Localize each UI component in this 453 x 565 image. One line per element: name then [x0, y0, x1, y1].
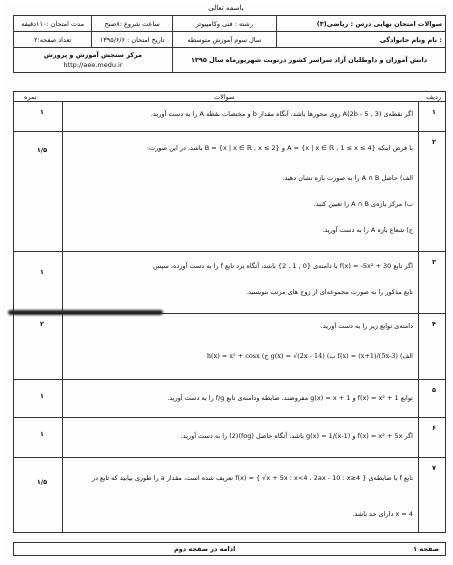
question-text-cont: تابع مذکور را به صورت مجموعه‌ای از زوج های مرتب بنویسید.	[246, 288, 413, 296]
question-number: ۷	[432, 464, 436, 472]
basmala: باسمه تعالی	[208, 4, 244, 12]
question-functions: الف) f(x) = (x+1)/(5x-3) ب) g(x) = √(2x - 14) ج) h(x) = x² + cosx	[206, 352, 413, 360]
question-score: ۲	[40, 320, 44, 328]
exam-title: سوالات امتحان نهایی درس : ریاضی(۳)	[276, 16, 445, 32]
question-3	[13, 252, 446, 314]
col-questions: سوالات	[214, 93, 235, 101]
question-1	[13, 102, 446, 132]
question-score: ۱	[40, 430, 44, 438]
grade: سال سوم آموزش متوسطه	[173, 32, 277, 48]
question-number: ۶	[432, 424, 436, 432]
exam-page	[3, 2, 449, 562]
exam-header	[13, 15, 446, 73]
question-text: با فرض اینکه A = {x | x ∈ ℝ , 1 ≤ x ≤ 4} و B = {x | x ∈ ℝ , x ≤ 2} باشد، در این صورت:	[146, 144, 413, 152]
question-5	[13, 380, 446, 418]
question-text: توابع f(x) = x² + 1 و g(x) = x + 1 مفروضند، ضابطه ودامنه‌ی تابع f/g را به دست آورید.	[167, 394, 413, 402]
question-6	[13, 418, 446, 458]
continue-note: ادامه در صفحه دوم	[174, 545, 236, 553]
organizer: دانش آموزان و داوطلبان آزاد سراسر کشور درنوبت شهریورماه سال ۱۳۹۵	[173, 48, 446, 73]
question-text: دامنه‌ی توابع زیر را به دست آورید.	[320, 322, 413, 330]
question-text: اگر f(x) = x² + 5x و g(x) = 1/(x-1) باشد، آنگاه حاصل (fog)(2) را به دست آورید.	[180, 432, 413, 440]
center-name: مرکز سنجش آموزش و پرورش	[43, 51, 143, 59]
page-count: تعداد صفحه:۲	[14, 32, 92, 48]
question-number: ۲	[432, 138, 436, 146]
col-row: ردیف	[426, 93, 441, 101]
center-block	[14, 48, 173, 73]
question-number: ۳	[432, 258, 436, 266]
exam-date: تاریخ امتحان : ۱۳۹۵/۶/۶	[92, 32, 173, 48]
question-text: اگر تابع f(x) = -5x² + 30 با دامنه‌ی {0 , 1 , 2} باشد، آنگاه برد تابع f را به دست آورده، سپس	[153, 262, 413, 270]
question-text: اگر نقطه‌ی A(2b - 5 , 3) روی محورها باشد، آنگاه مقدار b و مختصات نقطه A را به دست آورید.	[150, 110, 413, 118]
question-score: ۱	[40, 392, 44, 400]
question-score: ۱/۵	[36, 478, 48, 486]
student-name: نام ونام خانوادگی :	[276, 32, 445, 48]
duration: مدت امتحان :۱۱۰دقیقه	[14, 16, 92, 32]
question-text: تابع f با ضابطه‌ی f(x) = { √x + 5x : x<4 ، 2ax - 10 : x≥4 } تعریف شده است، مقدار a را طوری بیابید که تابع در	[91, 474, 413, 482]
field: رشته : فنی وکامپیوتر	[173, 16, 277, 32]
question-part-b: ب) مرکز بازه‌ی A ∩ B را تعیین کنید.	[313, 200, 413, 208]
column-headers	[13, 91, 446, 102]
col-score: نمره	[24, 93, 37, 101]
question-7	[13, 458, 446, 533]
question-number: ۱	[432, 108, 436, 116]
page-number: صفحه ۱	[413, 545, 439, 553]
question-score: ۱	[40, 108, 44, 116]
question-2	[13, 132, 446, 252]
question-part-c: ج) شعاع بازه A را به دست آورید.	[322, 226, 413, 234]
question-number: ۵	[432, 386, 436, 394]
question-text-cont: x = 4 دارای حد باشد.	[352, 510, 413, 518]
page-footer	[13, 542, 446, 556]
question-number: ۴	[432, 320, 436, 328]
question-score: ۱	[40, 268, 44, 276]
center-url: http://aee.medu.ir	[63, 61, 123, 69]
question-score: ۱/۵	[36, 146, 48, 154]
question-4	[13, 314, 446, 380]
start-time: ساعت شروع :۸صبح	[92, 16, 173, 32]
question-part-a: الف) حاصل A ∩ B را به صورت بازه نشان دهید.	[282, 174, 413, 182]
